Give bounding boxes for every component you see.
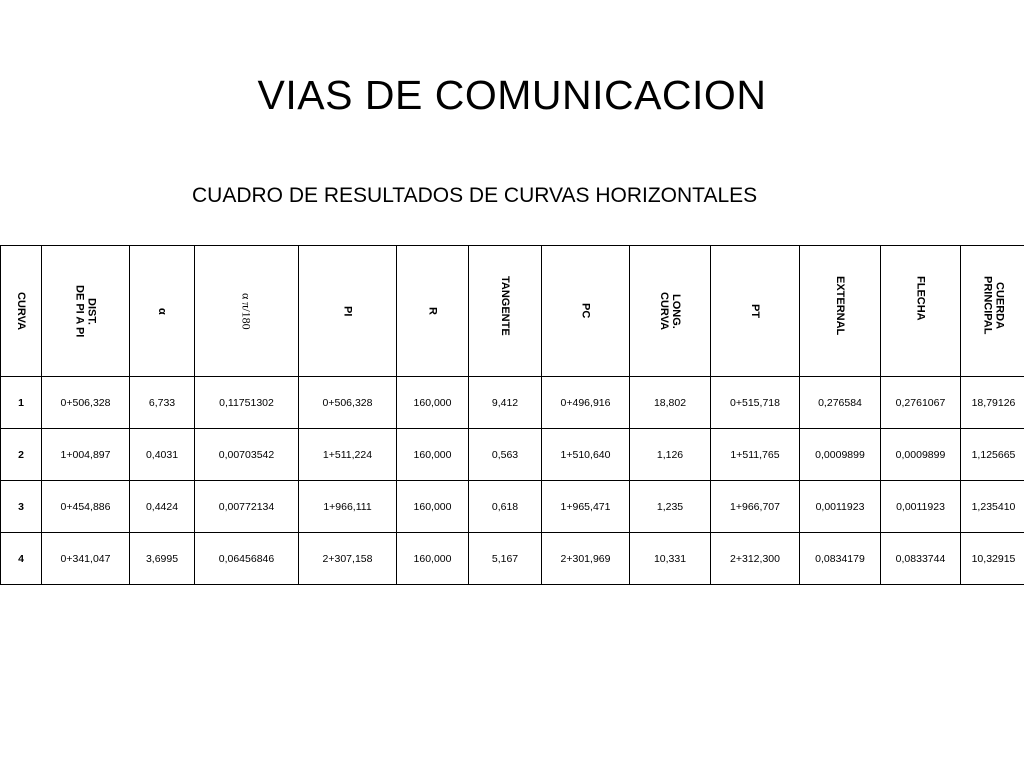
table-cell: 1,235410 (961, 481, 1024, 533)
table-cell: 0,0833744 (881, 533, 961, 585)
table-cell: 1+511,224 (299, 429, 397, 481)
table-cell: 1+511,765 (711, 429, 800, 481)
table-cell: 18,802 (630, 377, 711, 429)
header-label: EXTERNAL (834, 276, 846, 336)
table-cell: 0,0011923 (881, 481, 961, 533)
header-cuerda (961, 246, 1024, 377)
table-cell: 6,733 (130, 377, 195, 429)
table-row (1, 377, 1024, 429)
table-cell: 160,000 (397, 429, 469, 481)
table-cell: 0,06456846 (195, 533, 299, 585)
header-label: PT (749, 303, 761, 319)
table-cell: 0+515,718 (711, 377, 800, 429)
table-cell: 1+966,111 (299, 481, 397, 533)
table-cell: 0+506,328 (42, 377, 130, 429)
header-label: TANGENTE (499, 276, 511, 336)
table-cell: 0,276584 (800, 377, 881, 429)
table-cell: 0,0009899 (881, 429, 961, 481)
header-label: α (156, 307, 168, 315)
table-caption: CUADRO DE RESULTADOS DE CURVAS HORIZONTALES (192, 184, 758, 207)
table-cell: 1,126 (630, 429, 711, 481)
table-cell: 160,000 (397, 377, 469, 429)
curve-number-cell: 1 (1, 377, 42, 429)
table-cell: 0+454,886 (42, 481, 130, 533)
header-tangente (469, 246, 542, 377)
table-cell: 160,000 (397, 481, 469, 533)
header-row (1, 246, 1024, 377)
header-label: CURVA (15, 291, 27, 331)
table-cell: 0+341,047 (42, 533, 130, 585)
table-cell: 0,00703542 (195, 429, 299, 481)
table-cell: 0,0011923 (800, 481, 881, 533)
header-label: PI (341, 305, 354, 317)
table-cell: 0,0009899 (800, 429, 881, 481)
header-alpha (130, 246, 195, 377)
table-cell: 2+301,969 (542, 533, 630, 585)
header-radius (397, 246, 469, 377)
header-pt (711, 246, 800, 377)
table-cell: 0+496,916 (542, 377, 630, 429)
table-cell: 0,0834179 (800, 533, 881, 585)
header-label: FLECHA (914, 276, 927, 321)
table-cell: 2+312,300 (711, 533, 800, 585)
table-row (1, 533, 1024, 585)
header-long-curva (630, 246, 711, 377)
table-cell: 18,79126 (961, 377, 1024, 429)
table-cell: 0,00772134 (195, 481, 299, 533)
header-alpha-rad (195, 246, 299, 377)
table-row (1, 481, 1024, 533)
table-cell: 0+506,328 (299, 377, 397, 429)
header-dist (42, 246, 130, 377)
table-row (1, 429, 1024, 481)
table-cell: 0,4424 (130, 481, 195, 533)
table-cell: 0,618 (469, 481, 542, 533)
table-cell: 0,4031 (130, 429, 195, 481)
table-cell: 0,2761067 (881, 377, 961, 429)
results-table (0, 245, 1024, 585)
header-label: DIST. DE PI A PI (73, 284, 98, 338)
header-external (800, 246, 881, 377)
table-cell: 9,412 (469, 377, 542, 429)
header-label: PC (579, 303, 592, 319)
table-cell: 160,000 (397, 533, 469, 585)
header-label: α π/180 (239, 292, 254, 330)
table-cell: 1,235 (630, 481, 711, 533)
table-cell: 10,32915 (961, 533, 1024, 585)
header-label: LONG. CURVA (658, 291, 682, 331)
table-cell: 2+307,158 (299, 533, 397, 585)
header-pi (299, 246, 397, 377)
table-cell: 5,167 (469, 533, 542, 585)
table-cell: 1+510,640 (542, 429, 630, 481)
table-cell: 0,11751302 (195, 377, 299, 429)
curve-number-cell: 2 (1, 429, 42, 481)
slide-title: VIAS DE COMUNICACION (257, 72, 767, 118)
header-label: R (426, 307, 439, 315)
table-cell: 0,563 (469, 429, 542, 481)
curve-number-cell: 3 (1, 481, 42, 533)
header-curva (1, 246, 42, 377)
header-pc (542, 246, 630, 377)
table-cell: 10,331 (630, 533, 711, 585)
table-cell: 3,6995 (130, 533, 195, 585)
table-cell: 1,125665 (961, 429, 1024, 481)
header-flecha (881, 246, 961, 377)
table-cell: 1+966,707 (711, 481, 800, 533)
table-cell: 1+004,897 (42, 429, 130, 481)
header-label: CUERDA PRINCIPAL (981, 276, 1006, 335)
table-body (1, 377, 1024, 585)
curve-number-cell: 4 (1, 533, 42, 585)
table-cell: 1+965,471 (542, 481, 630, 533)
